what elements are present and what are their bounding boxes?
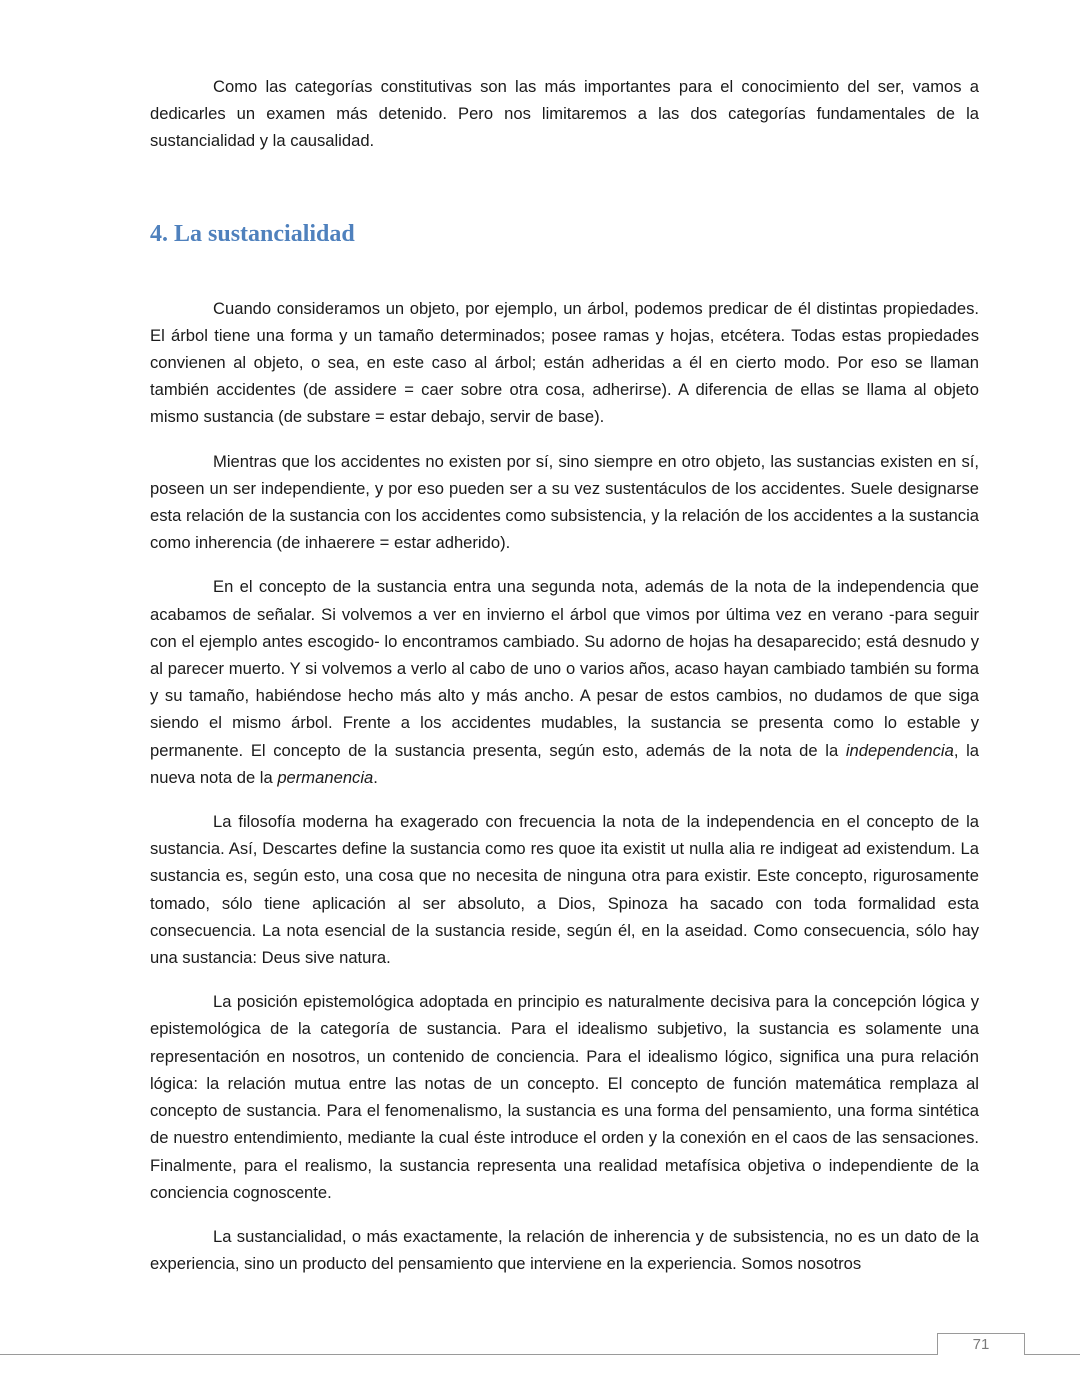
paragraph-subsistence: Mientras que los accidentes no existen por sí, sino siempre en otro objeto, las sustancias existen en sí, poseen un ser independiente, y por eso pueden ser a su vez sustentáculos de los accidentes. Suele designarse esta relación de la sustancia con los accidentes como subsistencia, y la relación de los accidentes a la sustancia como inherencia (de inhaerere = estar adherido).	[150, 451, 979, 553]
paragraph-accidents: Cuando consideramos un objeto, por ejemplo, un árbol, podemos predicar de él distintas propiedades. El árbol tiene una forma y un tamaño determinados; posee ramas y hojas, etcétera. Todas estas propiedades convienen al objeto, o sea, en este caso al árbol; están adheridas a él en cierto modo. Por eso se llaman también accidentes (de assidere = caer sobre otra cosa, adherirse). A diferencia de ellas se llama al objeto mismo sustancia (de substare = estar debajo, servir de base).	[150, 298, 979, 427]
paragraph-permanence-text-2: , la nueva nota de la	[150, 740, 979, 787]
paragraph-permanence-end: .	[373, 767, 378, 787]
paragraph-modern-philosophy: La filosofía moderna ha exagerado con frecuencia la nota de la independencia en el concepto de la sustancia. Así, Descartes define la sustancia como res quoe ita existit ut nulla alia re indigeat ad existendum. La sustancia es, según esto, una cosa que no necesita de ninguna otra para existir. Este concepto, rigurosamente tomado, sólo tiene aplicación al ser absoluto, a Dios, Spinoza ha sacado con toda formalidad esta consecuencia. La nota esencial de la sustancia reside, según él, en la aseidad. Como consecuencia, sólo hay una sustancia: Deus sive natura.	[150, 812, 979, 968]
page-content	[150, 73, 979, 1294]
paragraph-epistemological-position: La posición epistemológica adoptada en principio es naturalmente decisiva para la concepción lógica y epistemológica de la categoría de sustancia. Para el idealismo subjetivo, la sustancia es solamente una representación en nosotros, un contenido de conciencia. Para el idealismo lógico, significa una pura relación lógica: la relación mutua entre las notas de un concepto. El concepto de función matemática remplaza al concepto de sustancia. Para el fenomenalismo, la sustancia es una forma del pensamiento, una forma sintética de nuestro entendimiento, mediante la cual éste introduce el orden y la conexión en el caos de las sensaciones. Finalmente, para el realismo, la sustancia representa una realidad metafísica objetiva o independiente de la conciencia cognoscente.	[150, 992, 979, 1202]
footer-rule	[0, 1354, 1080, 1355]
term-permanencia: permanencia	[277, 767, 374, 787]
intro-paragraph: Como las categorías constitutivas son las más importantes para el conocimiento del ser, vamos a dedicarles un examen más detenido. Pero nos limitaremos a las dos categorías fundamentales de la sustancialidad y la causalidad.	[150, 77, 979, 151]
paragraph-substantiality: La sustancialidad, o más exactamente, la relación de inherencia y de subsistencia, no es un dato de la experiencia, sino un producto del pensamiento que interviene en la experiencia. Somos nosotros	[150, 1226, 979, 1274]
section-heading: 4. La sustancialidad	[150, 220, 355, 247]
page-number: 71	[937, 1333, 1025, 1355]
paragraph-permanence	[150, 573, 979, 791]
term-independencia: independencia	[845, 740, 954, 760]
paragraph-permanence-text: En el concepto de la sustancia entra una segunda nota, además de la nota de la independencia que acabamos de señalar. Si volvemos a ver en invierno el árbol que vimos por última vez en verano -para seguir con el ejemplo antes escogido- lo encontramos cambiado. Su adorno de hojas ha desaparecido; está desnudo y al parecer muerto. Y si volvemos a verlo al cabo de uno o varios años, acaso hayan cambiado también su forma y su tamaño, habiéndose hecho más alto y más ancho. A pesar de estos cambios, no dudamos de que siga siendo el mismo árbol. Frente a los accidentes mudables, la sustancia se presenta como lo estable y permanente. El concepto de la sustancia presenta, según esto, además de la nota de la	[150, 577, 979, 760]
